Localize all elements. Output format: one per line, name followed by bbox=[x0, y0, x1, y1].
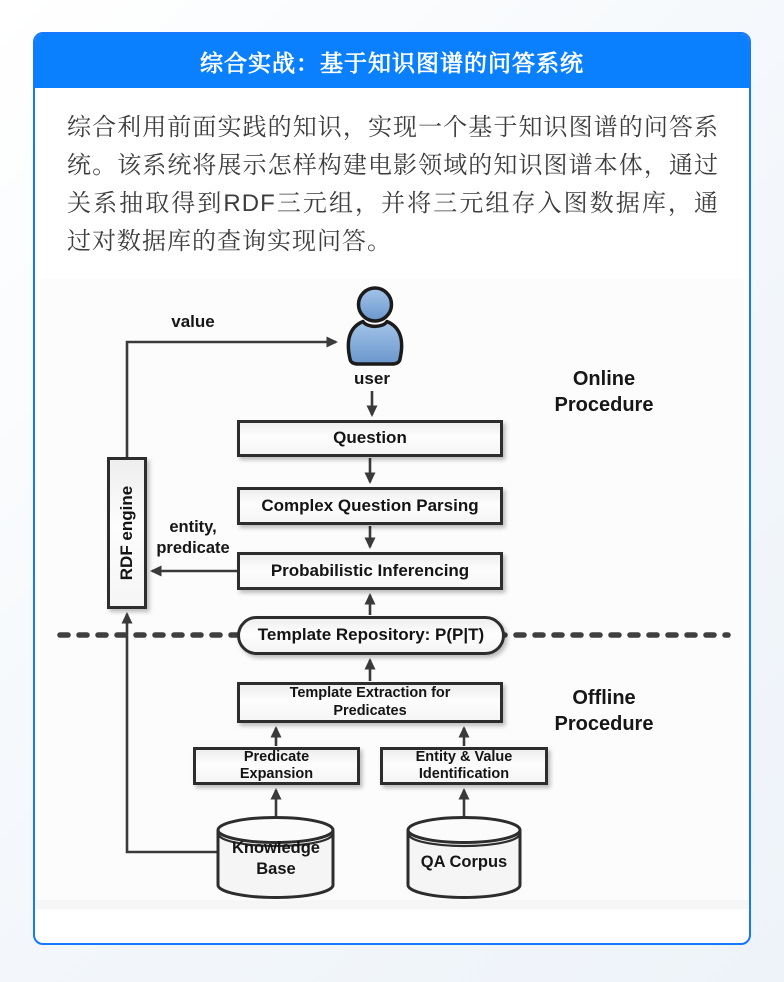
probabilistic-inferencing-label: Probabilistic Inferencing bbox=[270, 560, 470, 580]
question-label: Question bbox=[333, 428, 407, 448]
intro-paragraph: 综合利用前面实践的知识，实现一个基于知识图谱的问答系统。该系统将展示怎样构建电影领域的知识图谱本体，通过关系抽取得到RDF三元组，并将三元组存入图数据库，通过对数据库的查询实现问答。 bbox=[67, 114, 719, 255]
title-banner bbox=[35, 34, 749, 88]
template-repository-label: Template Repository: P(P|T) bbox=[257, 625, 485, 645]
online-procedure-label: Online Procedure bbox=[554, 368, 654, 416]
template-extraction-node bbox=[237, 682, 503, 723]
page-title: 综合实战：基于知识图谱的问答系统 bbox=[200, 49, 584, 76]
arrow-kb-to-rdf bbox=[127, 614, 218, 852]
predicate-expansion-label: Predicate Expansion bbox=[239, 748, 314, 782]
question-node bbox=[237, 420, 503, 457]
qa-system-diagram bbox=[40, 279, 744, 911]
value-label: value bbox=[171, 312, 215, 331]
knowledge-base-label: Knowledge Base bbox=[231, 839, 320, 878]
complex-question-parsing-node bbox=[237, 487, 503, 525]
predicate-expansion-node bbox=[193, 747, 360, 785]
rdf-engine-label: RDF engine bbox=[116, 485, 136, 581]
template-repository-node bbox=[237, 616, 505, 655]
probabilistic-inferencing-node bbox=[237, 552, 503, 590]
complex-question-parsing-label: Complex Question Parsing bbox=[261, 495, 479, 515]
content-card bbox=[33, 32, 751, 945]
intro-section bbox=[35, 88, 749, 261]
qa-corpus-label: QA Corpus bbox=[420, 853, 508, 871]
template-extraction-label: Template Extraction for Predicates bbox=[289, 685, 451, 719]
entity-value-identification-node bbox=[380, 747, 548, 785]
entity-predicate-label: entity, predicate bbox=[156, 518, 230, 557]
user-label: user bbox=[354, 369, 390, 388]
entity-value-identification-label: Entity & Value Identification bbox=[415, 748, 513, 782]
user-icon bbox=[348, 288, 401, 364]
offline-procedure-label: Offline Procedure bbox=[554, 687, 654, 735]
diagram-bottom-edge bbox=[35, 900, 749, 909]
